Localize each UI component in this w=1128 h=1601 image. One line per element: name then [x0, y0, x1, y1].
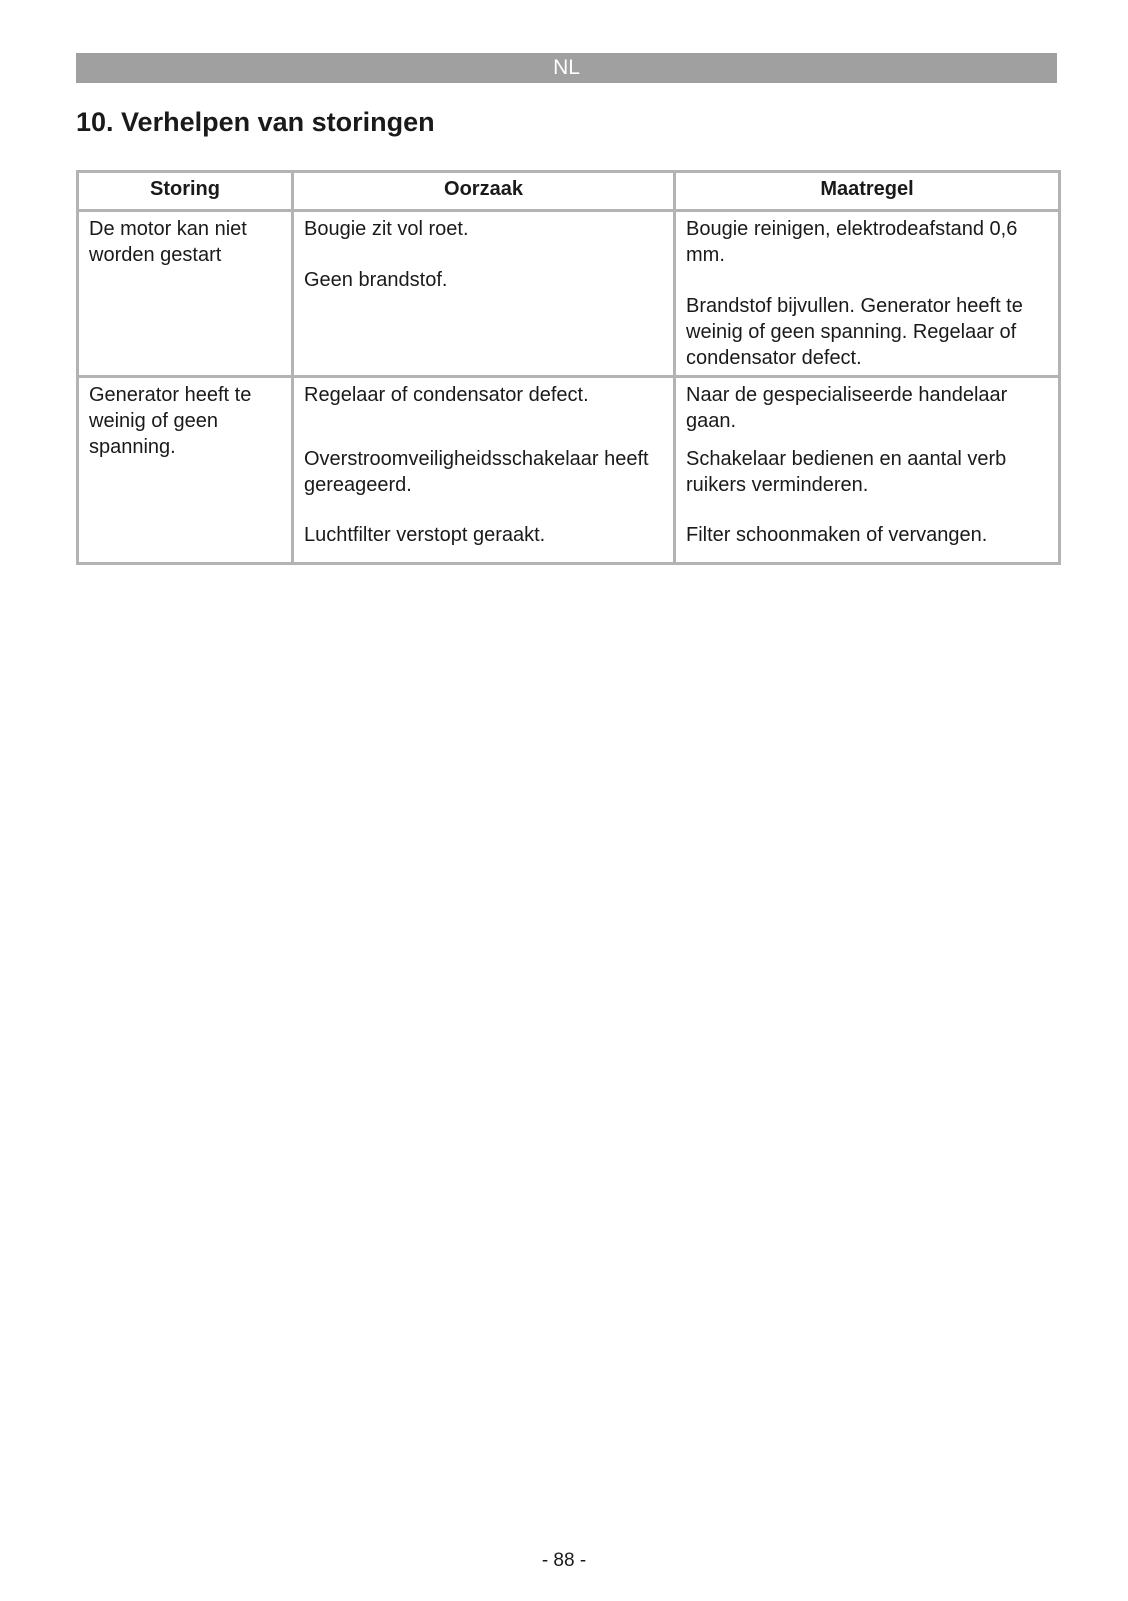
remedy-cell — [675, 377, 1060, 564]
cause-cell — [293, 211, 675, 377]
remedy-text: Filter schoonmaken of vervangen. — [686, 524, 988, 546]
remedy-text: Schakelaar bedienen en aantal verb ruikers verminderen. — [686, 448, 1007, 496]
table-row — [78, 211, 1060, 377]
remedy-cell — [675, 211, 1060, 377]
fault-text: Generator heeft te weinig of geen spanning. — [89, 384, 252, 458]
page-number: - 88 - — [541, 1550, 587, 1571]
section-title: 10. Verhelpen van storingen — [76, 107, 435, 137]
remedy-text: Naar de gespecialiseerde handelaar gaan. — [686, 384, 1008, 432]
fault-cell — [78, 211, 293, 377]
cause-text: Bougie zit vol roet. — [304, 218, 469, 240]
language-label: NL — [553, 56, 580, 79]
cause-text: Geen brandstof. — [304, 269, 448, 291]
column-header-remedy: Maatregel — [675, 172, 1060, 211]
cause-text: Regelaar of condensator defect. — [304, 384, 589, 406]
cause-cell — [293, 377, 675, 564]
table-row — [78, 377, 1060, 564]
column-header-fault: Storing — [78, 172, 293, 211]
fault-text: De motor kan niet worden gestart — [89, 218, 247, 266]
column-header-cause: Oorzaak — [293, 172, 675, 211]
fault-cell — [78, 377, 293, 564]
remedy-text: Bougie reinigen, elektrodeafstand 0,6 mm. — [686, 218, 1018, 266]
table-header-row — [78, 172, 1060, 211]
cause-text: Overstroomveiligheidsschakelaar heeft gereageerd. — [304, 448, 649, 496]
cause-text: Luchtfilter verstopt geraakt. — [304, 524, 546, 546]
remedy-text: Brandstof bijvullen. Generator heeft te weinig of geen spanning. Regelaar of condensator defect. — [686, 295, 1023, 369]
language-bar — [76, 53, 1057, 83]
troubleshooting-table — [76, 170, 1061, 565]
